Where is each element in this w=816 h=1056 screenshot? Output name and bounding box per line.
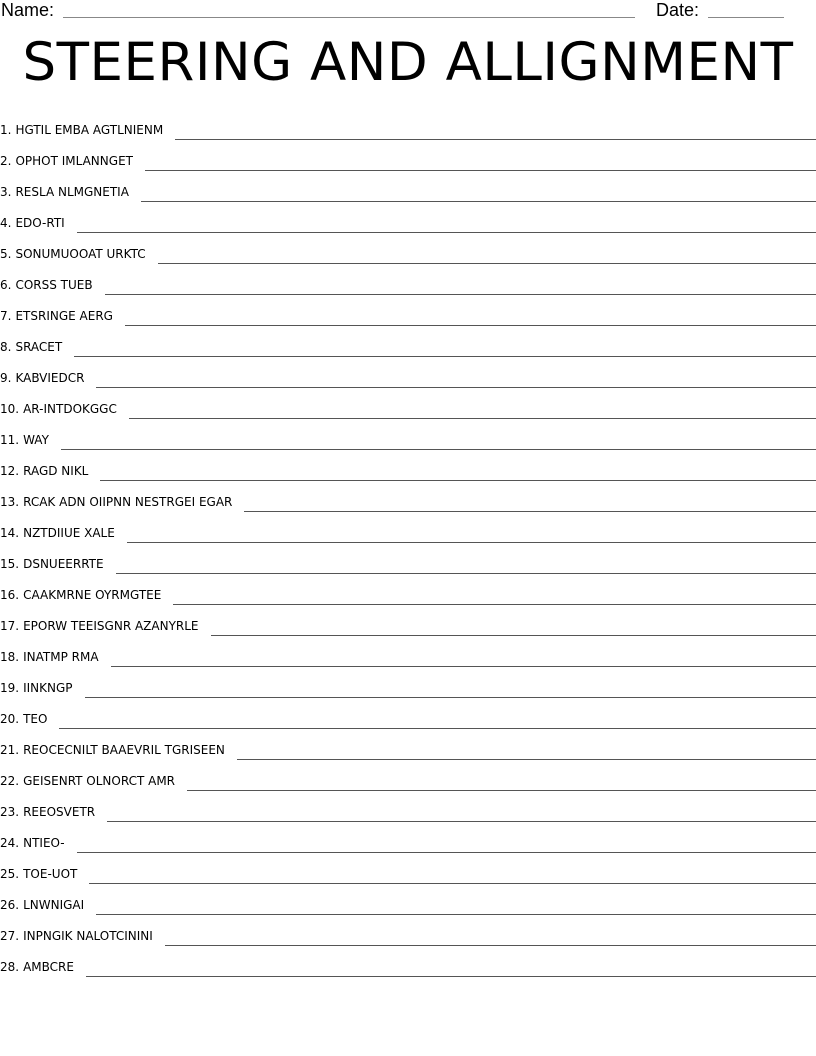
word-item [0,576,816,607]
word-number: 6. [0,278,12,292]
answer-line[interactable] [77,232,816,233]
scrambled-word: EDO-RTI [15,216,65,230]
scrambled-word: IINKNGP [23,681,73,695]
word-item [0,607,816,638]
word-item [0,669,816,700]
answer-line[interactable] [116,573,816,574]
word-item [0,297,816,328]
word-item [0,731,816,762]
word-item [0,142,816,173]
word-item [0,545,816,576]
word-item [0,793,816,824]
answer-line[interactable] [96,914,816,915]
word-number: 19. [0,681,20,695]
answer-line[interactable] [237,759,816,760]
word-item [0,390,816,421]
answer-line[interactable] [187,790,816,791]
word-number: 15. [0,557,20,571]
scrambled-word: RESLA NLMGNETIA [15,185,129,199]
answer-line[interactable] [77,852,816,853]
scrambled-word: NZTDIIUE XALE [23,526,115,540]
answer-line[interactable] [125,325,816,326]
word-number: 17. [0,619,20,633]
word-item [0,824,816,855]
word-number: 2. [0,154,12,168]
scrambled-word: REEOSVETR [23,805,96,819]
word-number: 21. [0,743,20,757]
word-item [0,266,816,297]
scrambled-word: INATMP RMA [23,650,99,664]
scrambled-word: REOCECNILT BAAEVRIL TGRISEEN [23,743,225,757]
word-item [0,421,816,452]
date-field[interactable] [708,17,784,18]
scrambled-word: GEISENRT OLNORCT AMR [23,774,176,788]
word-item [0,111,816,142]
page-title: STEERING AND ALLIGNMENT [22,32,794,93]
scrambled-word: EPORW TEEISGNR AZANYRLE [23,619,199,633]
word-item [0,700,816,731]
answer-line[interactable] [173,604,816,605]
answer-line[interactable] [74,356,816,357]
word-number: 20. [0,712,20,726]
word-number: 9. [0,371,12,385]
date-label: Date: [656,0,700,20]
answer-line[interactable] [105,294,816,295]
answer-line[interactable] [111,666,816,667]
word-item [0,886,816,917]
word-list [0,111,816,979]
scrambled-word: RCAK ADN OIIPNN NESTRGEI EGAR [23,495,233,509]
word-number: 22. [0,774,20,788]
scrambled-word: SONUMUOOAT URKTC [15,247,146,261]
word-number: 16. [0,588,20,602]
answer-line[interactable] [86,976,816,977]
scrambled-word: CAAKMRNE OYRMGTEE [23,588,162,602]
scrambled-word: AMBCRE [23,960,74,974]
word-number: 4. [0,216,12,230]
word-number: 25. [0,867,20,881]
answer-line[interactable] [129,418,816,419]
word-number: 7. [0,309,12,323]
word-item [0,359,816,390]
answer-line[interactable] [59,728,816,729]
word-number: 5. [0,247,12,261]
word-item [0,204,816,235]
answer-line[interactable] [244,511,816,512]
answer-line[interactable] [61,449,816,450]
answer-line[interactable] [89,883,816,884]
word-number: 24. [0,836,20,850]
answer-line[interactable] [107,821,816,822]
scrambled-word: AR-INTDOKGGC [23,402,117,416]
word-item [0,855,816,886]
word-item [0,948,816,979]
name-label: Name: [1,0,55,20]
word-number: 27. [0,929,20,943]
answer-line[interactable] [127,542,816,543]
word-item [0,762,816,793]
scrambled-word: WAY [23,433,49,447]
answer-line[interactable] [100,480,816,481]
word-item [0,638,816,669]
answer-line[interactable] [158,263,816,264]
worksheet-header [0,0,816,24]
word-item [0,483,816,514]
answer-line[interactable] [211,635,816,636]
answer-line[interactable] [96,387,816,388]
answer-line[interactable] [141,201,816,202]
word-number: 8. [0,340,12,354]
word-item [0,235,816,266]
word-number: 13. [0,495,20,509]
name-field[interactable] [63,17,635,18]
word-number: 26. [0,898,20,912]
answer-line[interactable] [85,697,816,698]
scrambled-word: OPHOT IMLANNGET [15,154,133,168]
scrambled-word: TOE-UOT [23,867,78,881]
word-number: 14. [0,526,20,540]
word-number: 3. [0,185,12,199]
word-number: 28. [0,960,20,974]
word-item [0,328,816,359]
word-number: 12. [0,464,20,478]
scrambled-word: ETSRINGE AERG [15,309,113,323]
scrambled-word: TEO [23,712,48,726]
scrambled-word: CORSS TUEB [15,278,93,292]
word-item [0,514,816,545]
scrambled-word: NTIEO- [23,836,65,850]
word-number: 23. [0,805,20,819]
answer-line[interactable] [165,945,816,946]
scrambled-word: INPNGIK NALOTCININI [23,929,153,943]
word-number: 10. [0,402,20,416]
word-item [0,452,816,483]
scrambled-word: RAGD NIKL [23,464,89,478]
word-number: 18. [0,650,20,664]
word-item [0,917,816,948]
scrambled-word: KABVIEDCR [15,371,85,385]
scrambled-word: HGTIL EMBA AGTLNIENM [15,123,164,137]
answer-line[interactable] [175,139,816,140]
scrambled-word: SRACET [15,340,63,354]
word-number: 1. [0,123,12,137]
word-item [0,173,816,204]
answer-line[interactable] [145,170,816,171]
word-number: 11. [0,433,20,447]
scrambled-word: LNWNIGAI [23,898,85,912]
scrambled-word: DSNUEERRTE [23,557,104,571]
